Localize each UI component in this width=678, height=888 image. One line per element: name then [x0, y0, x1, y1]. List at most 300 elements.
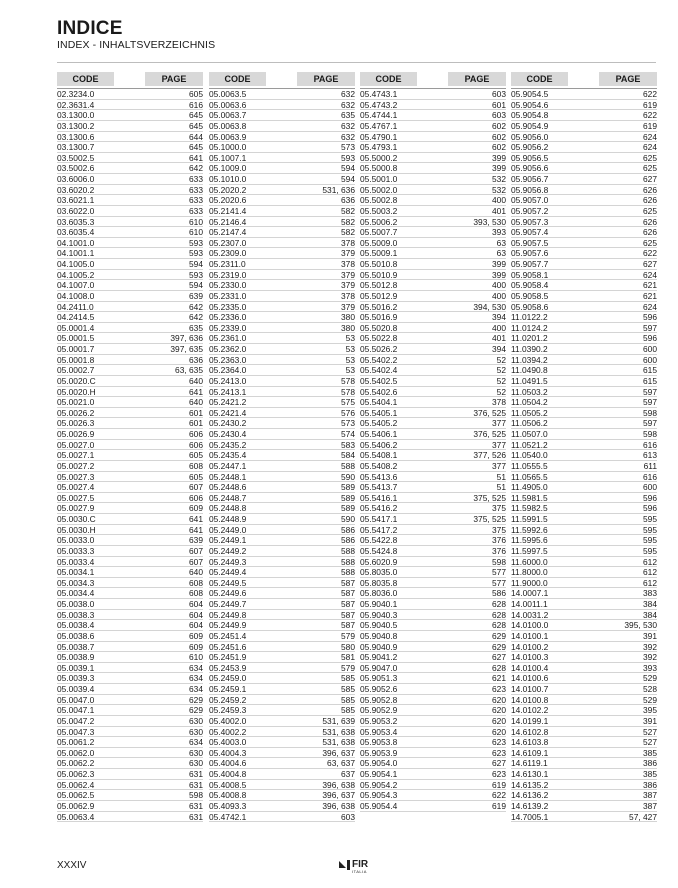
item-code: 05.5413.6: [360, 471, 398, 482]
index-row: [209, 323, 355, 334]
index-row: [511, 206, 657, 217]
item-page: 593: [189, 237, 203, 248]
item-code: 05.2449.2: [209, 545, 247, 556]
item-page: 627: [643, 259, 657, 269]
item-page: 623: [492, 747, 506, 758]
item-code: 05.0038.9: [57, 652, 95, 663]
item-code: 05.5002.0: [360, 184, 398, 195]
index-row: [209, 812, 355, 823]
item-code: 05.2459.1: [209, 684, 247, 694]
item-code: 05.9053.8: [360, 737, 398, 748]
item-code: 05.5000.2: [360, 152, 398, 163]
item-page: 610: [189, 652, 203, 663]
item-code: 05.0039.1: [57, 662, 95, 673]
index-row: [511, 153, 657, 164]
index-row: [209, 217, 355, 228]
index-row: [511, 737, 657, 748]
index-row: [57, 100, 203, 111]
item-page: 396, 637: [322, 790, 355, 801]
item-page: 378: [341, 290, 355, 301]
item-code: 11.0555.5: [511, 460, 548, 471]
item-page: 63: [496, 248, 506, 259]
index-row: [511, 440, 657, 451]
index-row: [360, 132, 506, 143]
index-row: [57, 418, 203, 429]
item-code: 05.0047.3: [57, 726, 95, 737]
item-code: 14.0100.4: [511, 662, 549, 673]
index-row: [511, 546, 657, 557]
index-column-4: [511, 72, 657, 822]
item-code: 05.9040.1: [360, 599, 398, 609]
index-row: [209, 482, 355, 493]
item-page: 612: [643, 577, 657, 588]
item-page: 629: [492, 641, 506, 652]
item-page: 395, 530: [624, 620, 657, 631]
item-code: 05.2146.4: [209, 216, 247, 227]
item-code: 02.3234.0: [57, 89, 95, 99]
index-row: [511, 642, 657, 653]
index-row: [360, 610, 506, 621]
item-page: 635: [189, 322, 203, 333]
column-header: [209, 72, 355, 86]
column-header: [511, 72, 657, 86]
index-row: [360, 238, 506, 249]
item-page: 393: [492, 227, 506, 238]
item-code: 05.5026.2: [360, 344, 398, 354]
item-code: 11.0506.2: [511, 418, 548, 429]
index-row: [57, 440, 203, 451]
item-page: 598: [189, 790, 203, 801]
item-page: 606: [189, 429, 203, 439]
item-page: 627: [492, 758, 506, 769]
index-row: [360, 121, 506, 132]
item-page: 626: [643, 184, 657, 195]
item-page: 391: [643, 715, 657, 726]
item-page: 620: [492, 694, 506, 705]
item-code: 14.7005.1: [511, 811, 549, 822]
item-code: 04.1001.0: [57, 237, 95, 248]
index-row: [360, 472, 506, 483]
item-code: 05.9040.3: [360, 609, 398, 620]
item-page: 582: [341, 227, 355, 238]
item-page: 634: [189, 662, 203, 673]
item-page: 629: [189, 694, 203, 705]
item-code: 05.2449.3: [209, 556, 247, 567]
item-code: 05.5007.7: [360, 227, 398, 238]
item-code: 05.5020.8: [360, 322, 398, 333]
item-code: 05.0027.5: [57, 492, 95, 503]
item-page: 63: [496, 237, 506, 248]
index-row: [209, 695, 355, 706]
index-row: [57, 684, 203, 695]
index-row: [360, 652, 506, 663]
index-row: [511, 780, 657, 791]
item-code: 14.6119.1: [511, 758, 548, 769]
index-row: [511, 376, 657, 387]
index-row: [511, 217, 657, 228]
index-row: [360, 599, 506, 610]
item-code: 05.5010.9: [360, 269, 398, 280]
item-page: 596: [643, 312, 657, 323]
item-code: 11.0505.2: [511, 407, 548, 418]
item-page: 612: [643, 567, 657, 578]
item-page: 628: [492, 609, 506, 620]
item-page: 610: [189, 227, 203, 238]
item-code: 05.0026.2: [57, 407, 95, 418]
item-code: 05.2435.2: [209, 439, 247, 450]
item-page: 605: [189, 89, 203, 99]
index-row: [209, 238, 355, 249]
item-code: 05.0020.C: [57, 375, 96, 386]
index-row: [57, 312, 203, 323]
index-column-2: [209, 72, 355, 822]
index-row: [209, 790, 355, 801]
index-row: [57, 291, 203, 302]
item-page: 631: [189, 769, 203, 779]
item-page: 637: [341, 769, 355, 779]
item-code: 05.9057.0: [511, 195, 549, 206]
index-row: [209, 620, 355, 631]
item-page: 384: [643, 609, 657, 620]
item-page: 607: [189, 556, 203, 567]
item-code: 11.0565.5: [511, 471, 548, 482]
item-code: 05.9057.6: [511, 248, 549, 259]
index-row: [57, 461, 203, 472]
index-row: [57, 588, 203, 599]
item-page: 53: [345, 333, 355, 344]
index-row: [57, 790, 203, 801]
item-code: 05.5406.1: [360, 429, 398, 439]
index-row: [57, 642, 203, 653]
index-row: [57, 716, 203, 727]
index-row: [57, 121, 203, 132]
item-code: 05.0063.4: [57, 811, 95, 822]
item-page: 606: [189, 492, 203, 503]
item-code: 11.8000.0: [511, 567, 548, 578]
index-row: [57, 737, 203, 748]
index-row: [57, 323, 203, 334]
item-page: 645: [189, 142, 203, 153]
item-page: 376, 525: [473, 407, 506, 418]
index-row: [511, 142, 657, 153]
index-row: [511, 482, 657, 493]
index-row: [360, 387, 506, 398]
item-page: 51: [496, 471, 506, 482]
item-page: 622: [492, 790, 506, 801]
index-row: [511, 185, 657, 196]
brand-logo: [339, 860, 368, 874]
index-row: [511, 705, 657, 716]
item-code: 05.0038.7: [57, 641, 95, 652]
item-code: 05.2451.9: [209, 652, 247, 663]
index-row: [511, 323, 657, 334]
item-code: 14.6130.1: [511, 769, 549, 779]
index-row: [57, 557, 203, 568]
item-page: 574: [341, 429, 355, 439]
item-page: 608: [189, 460, 203, 471]
index-row: [57, 376, 203, 387]
index-row: [360, 100, 506, 111]
item-code: 05.2413.1: [209, 386, 247, 397]
item-page: 603: [492, 110, 506, 121]
item-code: 05.4008.5: [209, 779, 247, 790]
index-row: [57, 758, 203, 769]
item-page: 51: [496, 482, 506, 493]
item-code: 05.5000.8: [360, 163, 398, 174]
index-row: [360, 195, 506, 206]
column-header: [57, 72, 203, 86]
item-code: 05.2449.5: [209, 577, 247, 588]
item-page: 375: [492, 503, 506, 514]
item-page: 621: [643, 290, 657, 301]
item-page: 616: [189, 99, 203, 110]
item-page: 587: [341, 620, 355, 631]
item-code: 05.5001.0: [360, 174, 398, 184]
item-page: 641: [189, 152, 203, 163]
item-page: 587: [341, 588, 355, 599]
index-row: [360, 280, 506, 291]
index-row: [360, 397, 506, 408]
item-code: 05.2331.0: [209, 290, 247, 301]
item-code: 05.2448.7: [209, 492, 247, 503]
item-code: 05.5012.9: [360, 290, 398, 301]
index-row: [209, 769, 355, 780]
index-row: [360, 418, 506, 429]
index-row: [360, 142, 506, 153]
item-page: 642: [189, 163, 203, 174]
item-page: 600: [643, 354, 657, 365]
item-page: 588: [341, 567, 355, 578]
item-page: 377, 526: [473, 450, 506, 461]
index-row: [57, 503, 203, 514]
item-page: 636: [189, 354, 203, 365]
item-page: 612: [643, 556, 657, 567]
item-code: 11.5995.6: [511, 535, 548, 546]
item-code: 05.1000.0: [209, 142, 247, 153]
item-code: 05.2339.0: [209, 322, 247, 333]
item-code: 05.9052.9: [360, 705, 398, 716]
item-code: 05.9041.2: [360, 652, 398, 663]
item-code: 05.0039.4: [57, 684, 95, 694]
index-row: [57, 185, 203, 196]
index-row: [57, 535, 203, 546]
index-row: [57, 450, 203, 461]
item-code: 05.4743.2: [360, 99, 398, 110]
index-row: [57, 248, 203, 259]
index-row: [511, 355, 657, 366]
item-page: 622: [643, 89, 657, 99]
item-code: 05.4002.0: [209, 715, 247, 726]
item-page: 630: [189, 726, 203, 737]
index-row: [511, 748, 657, 759]
item-page: 624: [643, 269, 657, 280]
item-code: 14.0011.1: [511, 599, 548, 609]
index-row: [511, 429, 657, 440]
index-row: [57, 620, 203, 631]
item-page: 590: [341, 471, 355, 482]
item-page: 585: [341, 684, 355, 694]
item-code: 05.4793.1: [360, 142, 398, 153]
item-page: 379: [341, 248, 355, 259]
item-page: 601: [189, 418, 203, 429]
index-row: [57, 89, 203, 100]
index-row: [511, 333, 657, 344]
item-code: 11.5992.6: [511, 524, 548, 535]
column-header: [360, 72, 506, 86]
item-page: 642: [189, 301, 203, 312]
item-code: 05.9053.4: [360, 726, 398, 737]
item-code: 05.9057.7: [511, 259, 549, 269]
index-row: [360, 588, 506, 599]
index-row: [57, 355, 203, 366]
item-code: 04.1005.0: [57, 259, 95, 269]
index-row: [360, 365, 506, 376]
item-code: 05.2449.6: [209, 588, 247, 599]
item-code: 05.4002.2: [209, 726, 247, 737]
logo-name: FIR: [352, 859, 369, 870]
item-code: 05.9057.5: [511, 237, 549, 248]
index-row: [57, 652, 203, 663]
item-code: 04.1007.0: [57, 280, 95, 291]
index-row: [360, 716, 506, 727]
item-page: 632: [341, 89, 355, 99]
item-code: 05.0026.9: [57, 429, 95, 439]
index-row: [360, 525, 506, 536]
item-page: 604: [189, 620, 203, 631]
index-row: [360, 758, 506, 769]
item-code: 05.2020.6: [209, 195, 247, 206]
item-code: 05.0001.4: [57, 322, 95, 333]
index-row: [209, 557, 355, 568]
item-page: 615: [643, 365, 657, 376]
item-code: 05.4003.0: [209, 737, 247, 748]
item-code: 05.9054.9: [511, 120, 549, 131]
item-page: 394: [492, 344, 506, 354]
index-row: [511, 727, 657, 738]
index-row: [360, 217, 506, 228]
item-page: 375, 525: [473, 514, 506, 524]
index-row: [511, 695, 657, 706]
item-code: 14.0100.2: [511, 641, 549, 652]
item-page: 377: [492, 418, 506, 429]
index-row: [511, 450, 657, 461]
index-row: [209, 716, 355, 727]
item-code: 05.5406.2: [360, 439, 398, 450]
index-row: [57, 429, 203, 440]
index-row: [57, 280, 203, 291]
index-row: [360, 333, 506, 344]
item-code: 05.5009.0: [360, 237, 398, 248]
item-code: 14.0102.2: [511, 705, 549, 716]
item-code: 11.5991.5: [511, 514, 548, 524]
item-page: 634: [189, 737, 203, 748]
item-page: 396, 637: [322, 747, 355, 758]
index-row: [360, 503, 506, 514]
item-code: 05.9054.6: [511, 99, 549, 110]
item-page: 573: [341, 418, 355, 429]
item-page: 385: [643, 747, 657, 758]
item-page: 377: [492, 460, 506, 471]
item-code: 05.9057.3: [511, 216, 549, 227]
item-page: 52: [496, 386, 506, 397]
index-row: [360, 493, 506, 504]
index-row: [511, 270, 657, 281]
item-page: 593: [341, 152, 355, 163]
index-row: [209, 673, 355, 684]
index-row: [209, 408, 355, 419]
item-code: 05.5404.1: [360, 397, 398, 408]
item-code: 05.2449.8: [209, 609, 247, 620]
item-code: 11.0390.2: [511, 344, 548, 354]
item-code: 05.9053.9: [360, 747, 398, 758]
index-row: [511, 248, 657, 259]
index-row: [57, 663, 203, 674]
item-code: 05.9056.8: [511, 184, 549, 195]
item-code: 11.0491.5: [511, 375, 548, 386]
item-page: 594: [189, 280, 203, 291]
item-page: 587: [341, 599, 355, 609]
item-page: 587: [341, 577, 355, 588]
index-row: [209, 163, 355, 174]
item-page: 640: [189, 567, 203, 578]
index-row: [57, 631, 203, 642]
item-page: 609: [189, 630, 203, 641]
item-page: 376: [492, 545, 506, 556]
index-row: [57, 270, 203, 281]
item-page: 634: [189, 673, 203, 684]
index-row: [511, 716, 657, 727]
item-page: 375, 525: [473, 492, 506, 503]
item-page: 395: [643, 705, 657, 716]
item-page: 379: [341, 301, 355, 312]
item-page: 577: [492, 567, 506, 578]
item-page: 586: [492, 588, 506, 599]
item-page: 589: [341, 482, 355, 493]
item-page: 624: [643, 142, 657, 153]
item-code: 05.5003.2: [360, 205, 398, 216]
logo-bar-icon: [347, 860, 350, 870]
item-code: 05.0027.4: [57, 482, 95, 493]
item-code: 05.2362.0: [209, 344, 247, 354]
item-page: 63, 637: [327, 758, 355, 769]
index-row: [209, 567, 355, 578]
index-row: [57, 344, 203, 355]
item-code: 03.6020.2: [57, 184, 95, 195]
index-row: [360, 769, 506, 780]
index-row: [209, 397, 355, 408]
index-row: [57, 259, 203, 270]
item-page: 529: [643, 694, 657, 705]
item-page: 616: [643, 471, 657, 482]
index-row: [57, 695, 203, 706]
item-page: 603: [341, 811, 355, 822]
item-code: 05.0001.7: [57, 344, 95, 354]
item-code: 05.2449.7: [209, 599, 247, 609]
index-row: [511, 259, 657, 270]
item-code: 14.6103.8: [511, 737, 549, 748]
item-page: 608: [189, 588, 203, 599]
item-page: 589: [341, 503, 355, 514]
index-row: [360, 780, 506, 791]
item-page: 604: [189, 599, 203, 609]
item-code: 05.2459.2: [209, 694, 247, 705]
item-code: 05.0033.0: [57, 535, 95, 546]
item-page: 631: [189, 811, 203, 822]
item-code: 04.1008.0: [57, 290, 95, 301]
item-code: 05.9051.3: [360, 673, 398, 684]
item-page: 386: [643, 758, 657, 769]
item-code: 05.2448.9: [209, 514, 247, 524]
